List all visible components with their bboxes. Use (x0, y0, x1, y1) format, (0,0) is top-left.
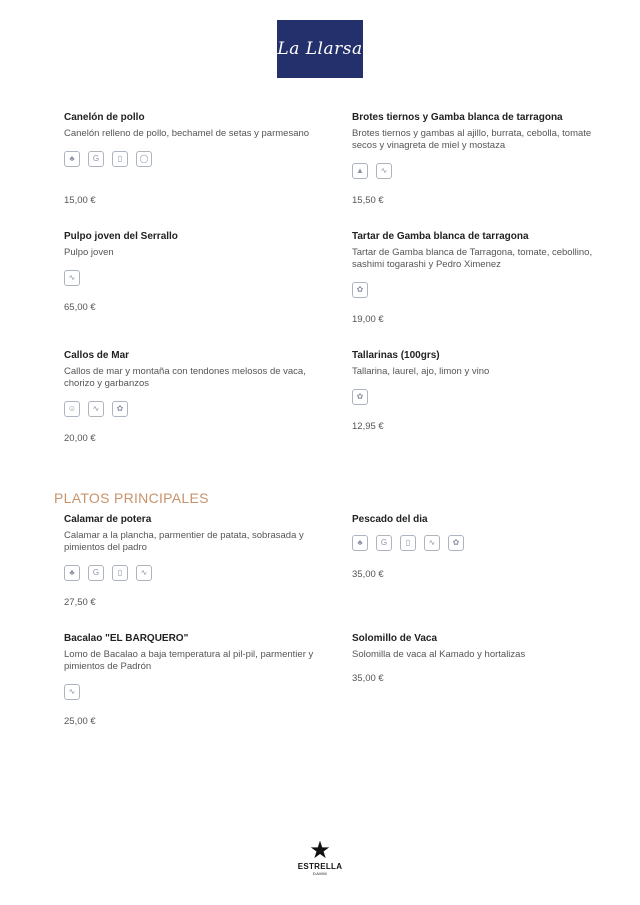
dish-price: 27,50 € (64, 597, 96, 608)
gf-icon: G (376, 535, 392, 551)
sesame-icon: ✿ (352, 389, 368, 405)
menu-item (64, 349, 326, 417)
dish-price: 35,00 € (352, 569, 384, 580)
menu-item (64, 632, 326, 700)
dish-description: Tartar de Gamba blanca de Tarragona, tomate, cebollino, sashimi togarashi y Pedro Ximenez (352, 247, 593, 270)
dish-name: Solomillo de Vaca (352, 633, 438, 644)
gluten-icon: ♣ (64, 565, 80, 581)
allergen-icons (352, 163, 602, 179)
sponsor-brand-sub: DAMM (312, 871, 328, 876)
dish-name: Bacalao "EL BARQUERO" (64, 633, 189, 644)
shellfish-icon: ☺ (64, 401, 80, 417)
milk-icon: ▯ (112, 151, 128, 167)
dish-description: Callos de mar y montaña con tendones melosos de vaca, chorizo y garbanzos (64, 366, 306, 389)
crustacean-icon: ∿ (88, 401, 104, 417)
allergen-icons (64, 401, 326, 417)
dish-description: Canelón relleno de pollo, bechamel de setas y parmesano (64, 128, 310, 139)
dish-name: Pulpo joven del Serrallo (64, 231, 178, 242)
dish-price: 15,50 € (352, 195, 384, 206)
menu-item (352, 349, 602, 405)
allergen-icons (64, 151, 326, 167)
gluten-icon: ♣ (64, 151, 80, 167)
star-icon: ★ (309, 837, 331, 864)
sesame-icon: ✿ (448, 535, 464, 551)
crustacean-icon: ∿ (64, 684, 80, 700)
dish-price: 15,00 € (64, 195, 96, 206)
allergen-icons (64, 565, 326, 581)
crustacean-icon: ∿ (424, 535, 440, 551)
milk-icon: ▯ (400, 535, 416, 551)
dish-description: Pulpo joven (64, 247, 114, 258)
menu-item (64, 111, 326, 167)
menu-item (352, 513, 602, 551)
dish-price: 65,00 € (64, 302, 96, 313)
dish-price: 12,95 € (352, 421, 384, 432)
allergen-icons (352, 535, 602, 551)
gf-icon: G (88, 565, 104, 581)
allergen-icons (64, 684, 326, 700)
allergen-icons (64, 270, 326, 286)
allergen-icons (352, 282, 602, 298)
crustacean-icon: ∿ (64, 270, 80, 286)
estrella-damm-logo (293, 837, 347, 880)
dish-description: Solomilla de vaca al Kamado y hortalizas (352, 649, 526, 660)
menu-item (352, 230, 602, 298)
dish-name: Canelón de pollo (64, 112, 145, 123)
dish-price: 35,00 € (352, 673, 384, 684)
menu-item (352, 632, 602, 661)
menu-item (64, 513, 326, 581)
crustacean-icon: ∿ (136, 565, 152, 581)
egg-icon: ◯ (136, 151, 152, 167)
dish-name: Calamar de potera (64, 514, 152, 525)
dish-description: Brotes tiernos y gambas al ajillo, burrata, cebolla, tomate secos y vinagreta de miel y mostaza (352, 128, 592, 151)
mustard-icon: ▲ (352, 163, 368, 179)
dish-name: Callos de Mar (64, 350, 130, 361)
dish-description: Lomo de Bacalao a baja temperatura al pil-pil, parmentier y pimientos de Padrón (64, 649, 314, 672)
allergen-icons (352, 389, 602, 405)
milk-icon: ▯ (112, 565, 128, 581)
gluten-icon: ♣ (352, 535, 368, 551)
sponsor-brand: ESTRELLA (297, 862, 343, 871)
dish-description: Tallarina, laurel, ajo, limon y vino (352, 366, 490, 377)
dish-price: 25,00 € (64, 716, 96, 727)
dish-description: Calamar a la plancha, parmentier de patata, sobrasada y pimientos del padro (64, 530, 304, 553)
dish-name: Tartar de Gamba blanca de tarragona (352, 231, 529, 242)
restaurant-logo (277, 20, 363, 78)
menu-item (352, 111, 602, 179)
dish-price: 20,00 € (64, 433, 96, 444)
dish-name: Pescado del dia (352, 514, 428, 525)
section-title: PLATOS PRINCIPALES (54, 490, 209, 506)
crustacean-icon: ∿ (376, 163, 392, 179)
sesame-icon: ✿ (112, 401, 128, 417)
dish-name: Tallarinas (100grs) (352, 350, 440, 361)
logo-text: La Llarsa (277, 39, 363, 59)
gf-icon: G (88, 151, 104, 167)
dish-price: 19,00 € (352, 314, 384, 325)
sesame-icon: ✿ (352, 282, 368, 298)
menu-item (64, 230, 326, 286)
dish-name: Brotes tiernos y Gamba blanca de tarragona (352, 112, 563, 123)
